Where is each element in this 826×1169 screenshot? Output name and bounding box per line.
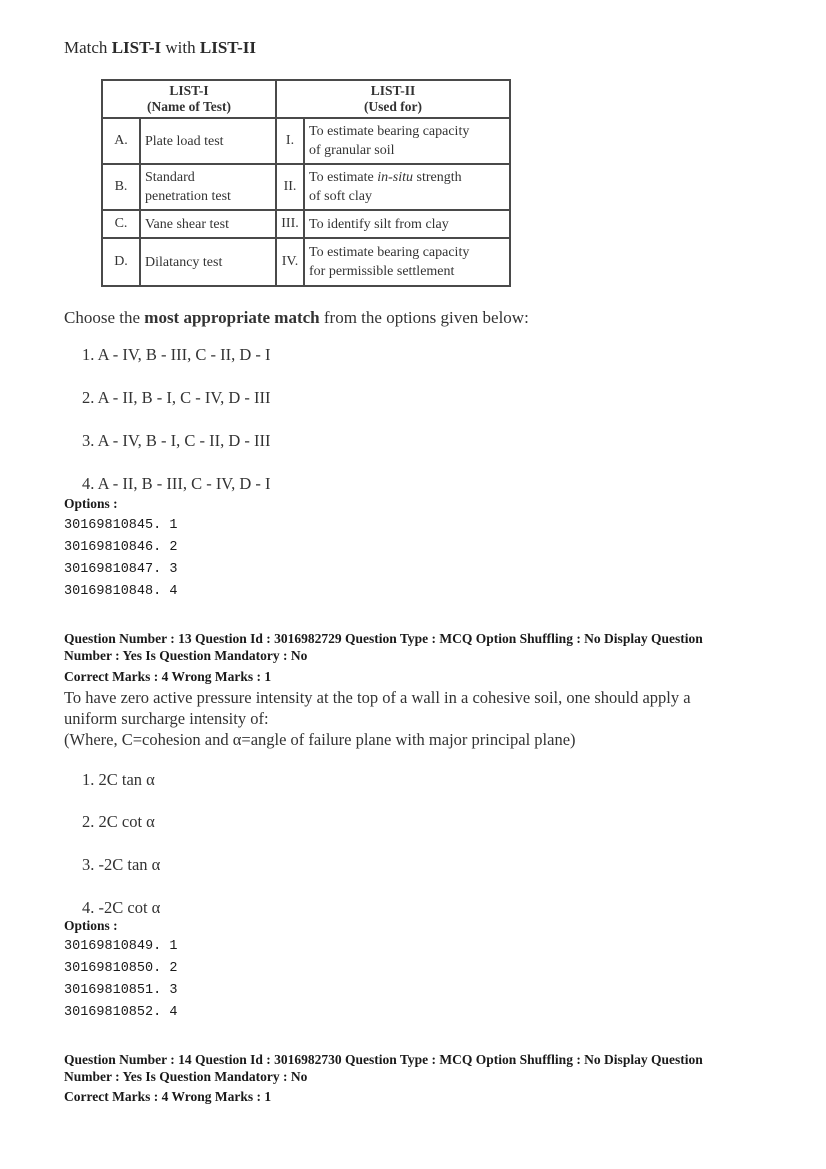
q13-option-1: 30169810849. 1 (64, 939, 178, 954)
q13-text-line1: To have zero active pressure intensity at the top of a wall in a cohesive soil, one should apply a (64, 688, 691, 707)
q13-marks: Correct Marks : 4 Wrong Marks : 1 (64, 669, 272, 684)
q13-meta-line1: Question Number : 13 Question Id : 3016982729 Question Type : MCQ Option Shuffling : No Display Question (64, 631, 703, 646)
q13-choice-2: 2. 2C cot α (82, 812, 155, 831)
q12-option-1: 30169810845. 1 (64, 518, 178, 533)
q14-marks: Correct Marks : 4 Wrong Marks : 1 (64, 1089, 272, 1104)
q13-option-4: 30169810852. 4 (64, 1005, 178, 1020)
table-row: A. Plate load test I. To estimate bearing capacity of granular soil (102, 118, 510, 164)
list1-header: LIST-I (Name of Test) (102, 80, 276, 118)
q14-meta-line2: Number : Yes Is Question Mandatory : No (64, 1069, 308, 1084)
q12-choice-3: 3. A - IV, B - I, C - II, D - III (82, 431, 271, 450)
q13-meta-line2: Number : Yes Is Question Mandatory : No (64, 648, 308, 663)
table-header-row (102, 80, 510, 118)
q12-option-2: 30169810846. 2 (64, 540, 178, 555)
q13-choice-1: 1. 2C tan α (82, 770, 155, 789)
q12-choice-1: 1. A - IV, B - III, C - II, D - I (82, 345, 271, 364)
q13-text-line3: (Where, C=cohesion and α=angle of failure plane with major principal plane) (64, 730, 576, 749)
q12-instruction: Choose the most appropriate match from the options given below: (64, 308, 529, 327)
q13-option-3: 30169810851. 3 (64, 983, 178, 998)
q13-option-2: 30169810850. 2 (64, 961, 178, 976)
q13-choice-4: 4. -2C cot α (82, 898, 161, 917)
table-row: C. Vane shear test III. To identify silt from clay (102, 210, 510, 238)
table-row: D. Dilatancy test IV. To estimate bearing capacity for permissible settlement (102, 238, 510, 286)
q12-choice-4: 4. A - II, B - III, C - IV, D - I (82, 474, 271, 493)
q12-heading: Match LIST-I with LIST-II (64, 38, 256, 57)
q12-options-label: Options : (64, 496, 118, 511)
match-table (101, 79, 511, 287)
q13-choice-3: 3. -2C tan α (82, 855, 161, 874)
q12-option-3: 30169810847. 3 (64, 562, 178, 577)
table-row: B. Standard penetration test II. To estimate in-situ strength of soft clay (102, 164, 510, 210)
list2-header: LIST-II (Used for) (276, 80, 510, 118)
q13-options-label: Options : (64, 918, 118, 933)
q14-meta-line1: Question Number : 14 Question Id : 3016982730 Question Type : MCQ Option Shuffling : No Display Question (64, 1052, 703, 1067)
q12-choice-2: 2. A - II, B - I, C - IV, D - III (82, 388, 271, 407)
q13-text-line2: uniform surcharge intensity of: (64, 709, 269, 728)
q12-option-4: 30169810848. 4 (64, 584, 178, 599)
